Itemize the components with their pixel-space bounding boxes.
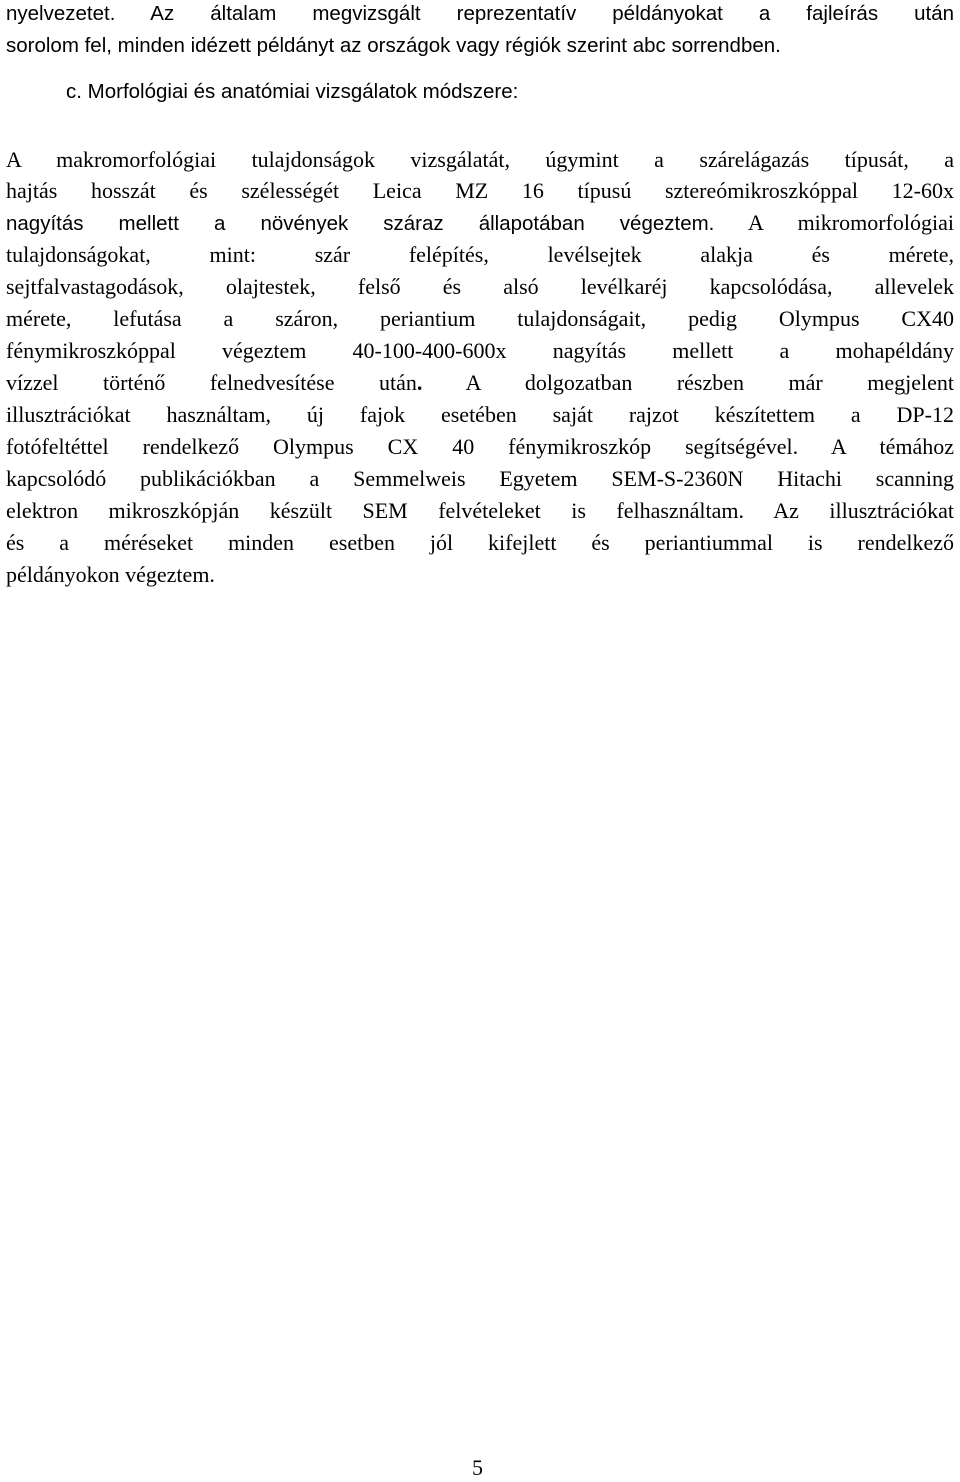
page-number: 5 <box>472 1455 483 1480</box>
body-line-8-part-b: A dolgozatban részben már megjelent <box>422 370 954 395</box>
body-line-6: mérete, lefutása a száron, periantium tulajdonságait, pedig Olympus CX40 <box>6 306 954 331</box>
body-line-12: elektron mikroszkópján készült SEM felvételeket is felhasználtam. Az illusztrációkat <box>6 498 954 523</box>
body-line-7: fénymikroszkóppal végeztem 40-100-400-600x nagyítás mellett a mohapéldány <box>6 338 954 363</box>
intro-line-1: nyelvezetet. Az általam megvizsgált reprezentatív példányokat a fajleírás után <box>6 2 954 25</box>
body-line-3-serif-part: A mikromorfológiai <box>714 210 954 235</box>
body-line-2: hajtás hosszát és szélességét Leica MZ 16 típusú sztereómikroszkóppal 12-60x <box>6 178 954 203</box>
section-heading: c. Morfológiai és anatómiai vizsgálatok módszere: <box>66 80 519 103</box>
body-line-13: és a méréseket minden esetben jól kifejlett és periantiummal is rendelkező <box>6 530 954 555</box>
body-line-8 <box>6 369 954 397</box>
body-line-11: kapcsolódó publikációkban a Semmelweis Egyetem SEM-S-2360N Hitachi scanning <box>6 466 954 491</box>
body-line-10: fotófeltéttel rendelkező Olympus CX 40 fénymikroszkóp segítségével. A témához <box>6 434 954 459</box>
body-line-5: sejtfalvastagodások, olajtestek, felső és alsó levélkaréj kapcsolódása, allevelek <box>6 274 954 299</box>
body-line-14: példányokon végeztem. <box>6 562 215 587</box>
body-line-9: illusztrációkat használtam, új fajok esetében saját rajzot készítettem a DP-12 <box>6 402 954 427</box>
body-line-1: A makromorfológiai tulajdonságok vizsgálatát, úgymint a szárelágazás típusát, a <box>6 147 954 172</box>
body-line-3-sans-part: nagyítás mellett a növények száraz állapotában végeztem. <box>6 212 715 235</box>
body-line-3 <box>6 209 954 238</box>
body-line-4: tulajdonságokat, mint: szár felépítés, levélsejtek alakja és mérete, <box>6 242 954 267</box>
body-line-8-bold-period: . <box>416 370 423 395</box>
intro-line-2: sorolom fel, minden idézett példányt az országok vagy régiók szerint abc sorrendben. <box>6 34 781 57</box>
body-line-8-part-a: vízzel történő felnedvesítése után <box>6 370 417 395</box>
